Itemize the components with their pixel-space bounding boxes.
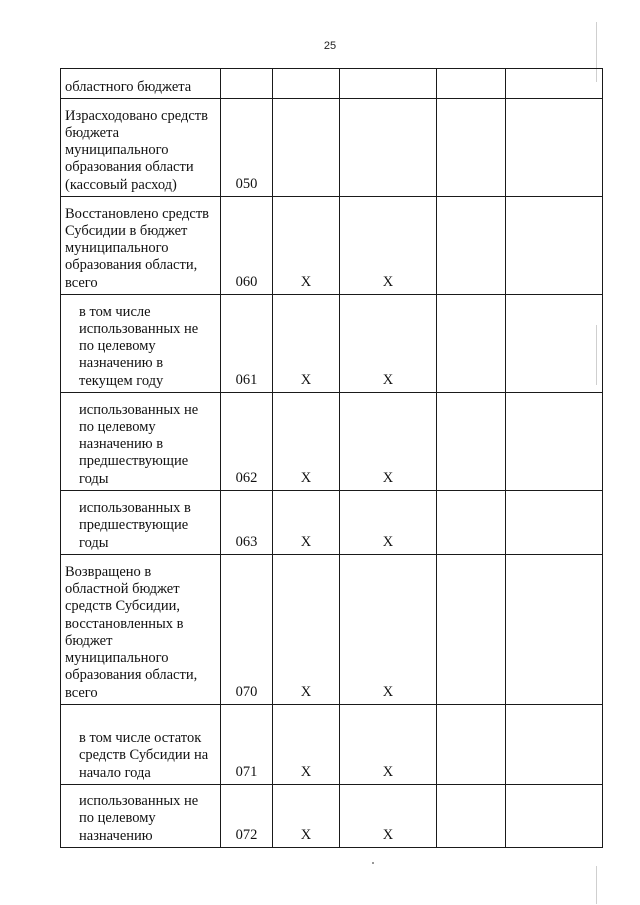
table-row [61, 99, 603, 197]
empty-cell [506, 491, 603, 555]
row-label-cell [61, 555, 221, 705]
empty-cell [437, 295, 506, 393]
row-x2-cell [340, 785, 437, 848]
empty-cell [437, 555, 506, 705]
row-label: использованных не по целевому назначению [79, 793, 199, 844]
row-label: использованных не по целевому назначению в предшествующие годы [79, 401, 199, 487]
page-number: 25 [323, 40, 337, 52]
row-code: 071 [235, 763, 258, 780]
table-row [61, 295, 603, 393]
row-label-cell [61, 393, 221, 491]
empty-cell [506, 99, 603, 197]
empty-cell [506, 295, 603, 393]
row-x1-cell [273, 785, 340, 848]
row-label: Возвращено в областной бюджет средств Субсидии, восстановленных в бюджет муниципального образования области, всего [65, 563, 198, 701]
row-x2-mark: X [382, 371, 394, 388]
row-label-cell [61, 491, 221, 555]
empty-cell [437, 197, 506, 295]
row-x2-cell [340, 555, 437, 705]
empty-cell [506, 555, 603, 705]
row-x1-mark: X [300, 371, 312, 388]
row-code-cell [221, 555, 273, 705]
row-code: 062 [235, 469, 258, 486]
row-x2-cell [340, 295, 437, 393]
row-x2-cell [340, 491, 437, 555]
empty-cell [437, 69, 506, 99]
row-label: Восстановлено средств Субсидии в бюджет муниципального образования области, всего [65, 205, 210, 291]
row-label: в том числе остаток средств Субсидии на начало года [79, 730, 209, 781]
row-label-cell [61, 197, 221, 295]
table-row [61, 705, 603, 785]
table-row [61, 785, 603, 848]
row-x2-mark: X [382, 469, 394, 486]
table-row [61, 69, 603, 99]
row-label: использованных в предшествующие годы [79, 500, 191, 551]
empty-cell [506, 69, 603, 99]
row-x1-cell [273, 69, 340, 99]
row-x1-cell [273, 393, 340, 491]
row-x1-mark: X [300, 763, 312, 780]
row-code: 072 [235, 826, 258, 843]
row-label: в том числе использованных не по целевому назначению в текущем году [79, 303, 199, 389]
table-row [61, 491, 603, 555]
empty-cell [506, 705, 603, 785]
row-label-cell [61, 69, 221, 99]
empty-cell [506, 197, 603, 295]
row-x1-mark: X [300, 533, 312, 550]
empty-cell [437, 491, 506, 555]
row-x2-cell [340, 99, 437, 197]
row-x2-mark: X [382, 683, 394, 700]
row-code-cell [221, 785, 273, 848]
row-code-cell [221, 69, 273, 99]
row-x1-cell [273, 197, 340, 295]
row-code: 061 [235, 371, 258, 388]
row-x2-mark: X [382, 826, 394, 843]
scan-dot [372, 862, 374, 864]
row-x1-cell [273, 705, 340, 785]
table-row [61, 393, 603, 491]
row-x1-cell [273, 555, 340, 705]
empty-cell [506, 785, 603, 848]
row-x2-mark: X [382, 763, 394, 780]
row-x1-cell [273, 99, 340, 197]
row-label: Израсходовано средств бюджета муниципального образования области (кассовый расход) [65, 107, 208, 193]
row-x1-cell [273, 295, 340, 393]
row-x1-mark: X [300, 273, 312, 290]
row-code-cell [221, 705, 273, 785]
empty-cell [437, 99, 506, 197]
scan-edge-line [596, 866, 597, 904]
row-x1-mark: X [300, 469, 312, 486]
row-label-cell [61, 99, 221, 197]
row-x1-cell [273, 491, 340, 555]
report-table [60, 68, 603, 848]
row-x2-cell [340, 393, 437, 491]
row-code: 060 [235, 273, 258, 290]
row-code-cell [221, 295, 273, 393]
row-x2-cell [340, 197, 437, 295]
row-label-cell [61, 705, 221, 785]
row-label: областного бюджета [65, 78, 192, 95]
row-x2-mark: X [382, 273, 394, 290]
table-row [61, 197, 603, 295]
row-code-cell [221, 393, 273, 491]
row-x2-cell [340, 69, 437, 99]
row-label-cell [61, 785, 221, 848]
empty-cell [437, 785, 506, 848]
row-code-cell [221, 99, 273, 197]
row-code: 050 [235, 175, 258, 192]
row-code: 070 [235, 683, 258, 700]
row-code: 063 [235, 533, 258, 550]
row-label-cell [61, 295, 221, 393]
row-code-cell [221, 491, 273, 555]
row-x1-mark: X [300, 826, 312, 843]
row-code-cell [221, 197, 273, 295]
empty-cell [437, 705, 506, 785]
row-x1-mark: X [300, 683, 312, 700]
row-x2-cell [340, 705, 437, 785]
table-row [61, 555, 603, 705]
row-x2-mark: X [382, 533, 394, 550]
empty-cell [437, 393, 506, 491]
empty-cell [506, 393, 603, 491]
